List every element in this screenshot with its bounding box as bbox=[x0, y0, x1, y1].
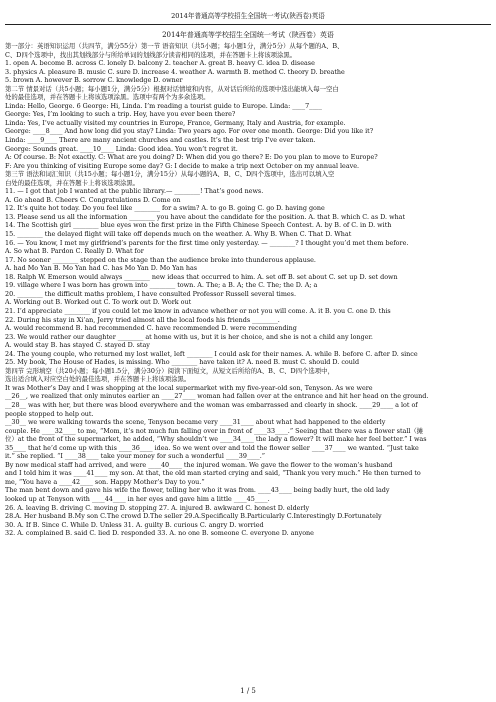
text-line: Linda: Yes, I’ve actually visited my countries in Europe, France, Germany, Italy and Austria, for example. bbox=[5, 118, 346, 127]
text-line: 19. village where I was born has grown into ________ town. A. The; a B. A; the C. The; the D. A; a bbox=[5, 281, 318, 290]
text-line: A. had Mo Yan B. Mo Yan had C. has Mo Yan D. Mo Yan has bbox=[5, 264, 198, 273]
text-line: A. Go ahead B. Cheers C. Congratulations D. Come on bbox=[5, 195, 181, 204]
text-line: 第一部分：英语知识运用（共四节，满分55分）第一节 语音知识（共5小题；每小题1分，满分5分）从每个题的A、B、 bbox=[5, 42, 344, 50]
text-line: it.” she replied. “I ____38____ take your money for such a wonderful ____39____.” bbox=[5, 452, 265, 461]
text-line: George: Sounds great. ____10____ Linda: Good idea. You won’t regret it. bbox=[5, 144, 238, 153]
text-line: looked up at Tenyson with ____44____ in her eyes and gave him a little ____45____. bbox=[5, 494, 270, 503]
text-line: Linda: ____9____ There are many ancient churches and castles. It’s the best trip I’ve ever taken. bbox=[5, 136, 316, 145]
text-line: 13. Please send us all the information ________ you have about the candidate for the position. A. that B. which C. as D. what bbox=[5, 212, 406, 221]
text-line: 32. A. complained B. said C. lied D. responded 33. A. no one B. someone C. everyone D. anyone bbox=[5, 529, 314, 538]
document-title: 2014年普通高等学校招生全国统一考试（陕西卷）英语 bbox=[162, 31, 334, 39]
text-line: __26__, we realized that only minutes earlier an ____27____ woman had fallen over at the entrance and hit her head on the ground. bbox=[5, 392, 429, 401]
text-line: 5. brown A. however B. sorrow C. knowledge D. owner bbox=[5, 76, 183, 85]
text-line: A. would recommend B. had recommended C. have recommended D. were recommending bbox=[5, 324, 297, 333]
text-line: Linda: Hello, George. 6 George: Hi, Linda. I’m reading a tourist guide to Europe. Linda: ____7____ bbox=[5, 101, 322, 110]
page-number: 1 / 5 bbox=[240, 687, 256, 695]
text-line: A: Of course. B: Not exactly. C: What are you doing? D: When did you go there? E: Do you plan to move to Europe? bbox=[5, 153, 378, 162]
text-line: 12. It’s quite hot today. Do you feel like ________ for a swim? A. to go B. going C. go D. having gone bbox=[5, 204, 325, 213]
text-line: me, “You have a ____42____ son. Happy Mother’s Day to you.” bbox=[5, 477, 205, 486]
text-line: 21. I’d appreciate ________ if you could let me know in advance whether or not you will come. A. it B. you C. one D. this bbox=[5, 306, 391, 315]
header-divider bbox=[5, 24, 491, 25]
text-line: 26. A. leaving B. driving C. moving D. stopping 27. A. injured B. awkward C. honest D. elderly bbox=[5, 503, 310, 512]
text-line: __28__ was with her, but there was blood everywhere and the woman was embarrassed and clearly in shock. ____29____ a lot of bbox=[5, 400, 418, 409]
text-line: 14. The Scottish girl ________ blue eyes won the first prize in the Fifth Chinese Speech Contest. A. by B. of C. in D. with bbox=[5, 221, 392, 230]
text-line: 17. No sooner ________ stepped on the stage than the audience broke into thunderous applause. bbox=[5, 255, 316, 264]
text-line: 24. The young couple, who returned my lost wallet, left ________ I could ask for their names. A. while B. before C. after D. since bbox=[5, 349, 418, 358]
text-line: George: Yes, I’m looking to such a trip. Hey, have you ever been there? bbox=[5, 110, 236, 119]
text-line: 白处的最佳选项，并在答题卡上将该选项涂黑。 bbox=[5, 178, 140, 187]
text-line: 18. Ralph W. Emerson would always ________ new ideas that occurred to him. A. set off B. set about C. set up D. set down bbox=[5, 272, 398, 281]
text-line: It was Mother’s Day and I was shopping at the local supermarket with my five-year-old son, Tenyson. As we were bbox=[5, 383, 373, 392]
text-line: 25. My book, The House of Hades, is missing. Who ________ have taken it? A. need B. must C. should D. could bbox=[5, 358, 360, 367]
text-line: 选出适合填入对应空白处的最佳选项，并在答题卡上将该项涂黑。 bbox=[5, 375, 191, 384]
text-line: 16. — You know, I met my girlfriend’s parents for the first time only yesterday. — ________? I thought you’d met them before. bbox=[5, 238, 409, 247]
text-line: 第三节 语法和词汇知识（共15小题；每小题1分，满分15分）从每小题的A、B、C、D四个选项中，选出可以填入空 bbox=[5, 170, 335, 179]
text-line: couple. He ____32____ to me, “Mom, it’s not much fun falling over in front of ____33____.” Seeing that there was a flower stall（摊 bbox=[5, 426, 424, 435]
text-line: and I told him it was ____41____ my son. At that, the old man started crying and said, “Thank you very much.” He then turned to bbox=[5, 469, 421, 478]
text-line: By now medical staff had arrived, and were ____40____ the injured woman. We gave the flower to the woman’s husband bbox=[5, 460, 393, 469]
text-line: A. would stay B. has stayed C. stayed D. stay bbox=[5, 341, 150, 350]
text-line: 第四节 完形填空（共20小题；每小题1.5分，满分30分）阅读下面短文，从短文后所给的A、B、C、D四个选项中， bbox=[5, 366, 334, 375]
text-line: 11. — I got that job I wanted at the public library.— ________! That’s good news. bbox=[5, 187, 264, 196]
text-line: 3. physics A. pleasure B. music C. sure D. increase 4. weather A. warmth B. method C. theory D. breathe bbox=[5, 67, 345, 76]
text-line: 30. A. If B. Since C. While D. Unless 31. A. guilty B. curious C. angry D. worried bbox=[5, 520, 264, 529]
text-line: C、D四个选项中，找出其划线部分与所给单词的划线部分读音相同的选项，并在答题卡上将该项涂黑。 bbox=[5, 50, 297, 59]
text-line: 35____ that he’d come up with this ____36____ idea. So we went over and told the flower seller ____37____ we wanted. “Just take bbox=[5, 443, 419, 452]
text-line: __30__ we were walking towards the scene, Tenyson became very ____31____ about what had happened to the elderly bbox=[5, 418, 386, 427]
text-line: 20. ________ the difficult maths problem, I have consulted Professor Russell several times. bbox=[5, 289, 296, 298]
text-line: 1. open A. become B. across C. lonely D. balcony 2. teacher A. great B. heavy C. idea D. disease bbox=[5, 59, 315, 68]
text-line: 处的最佳选项，并在答题卡上将该选项涂黑。选项中有两个为多余选项。 bbox=[5, 93, 210, 102]
text-line: 22. During his stay in Xi’an, Jerry tried almost all the local foods his friends ________. bbox=[5, 315, 280, 324]
text-line: A. Working out B. Worked out C. To work out D. Work out bbox=[5, 298, 192, 307]
document-body bbox=[5, 42, 491, 538]
text-line: 23. We would rather our daughter ________ at home with us, but it is her choice, and she is not a child any longer. bbox=[5, 332, 373, 341]
text-line: 28.A. Her husband B.My son C.The crowd D.The seller 29.A.Specifically B.Particularly C.Interestingly D.Fortunately bbox=[5, 512, 382, 521]
text-line: A. So what B. Pardon C. Really D. What for bbox=[5, 247, 144, 256]
text-line: people stopped to help out. bbox=[5, 409, 94, 418]
text-line: George: ____8____ And how long did you stay? Linda: Two years ago. For over one month. George: Did you like it? bbox=[5, 127, 374, 136]
text-line: 15. ________ the delayed flight will take off depends much on the weather. A. Why B. When C. That D. What bbox=[5, 230, 352, 239]
text-line: 第二节 情景对话（共5小题；每小题1分，满分5分）根据对话情境和内容，从对话后所给的选项中选出能填入每一空白 bbox=[5, 84, 339, 93]
running-header: 2014年普通高等学校招生全国统一考试(陕西卷)英语 bbox=[171, 12, 325, 20]
text-line: The man bent down and gave his wife the flower, telling her who it was from. ____43____ being badly hurt, the old lady bbox=[5, 486, 390, 495]
text-line: F: Are you thinking of visiting Europe some day? G: I decide to make a trip next October on my annual leave. bbox=[5, 161, 360, 170]
text-line: 位）at the front of the supermarket, he added, “Why shouldn’t we ____34____ the lady a flower? It will make her feel better.” I was bbox=[5, 435, 427, 444]
